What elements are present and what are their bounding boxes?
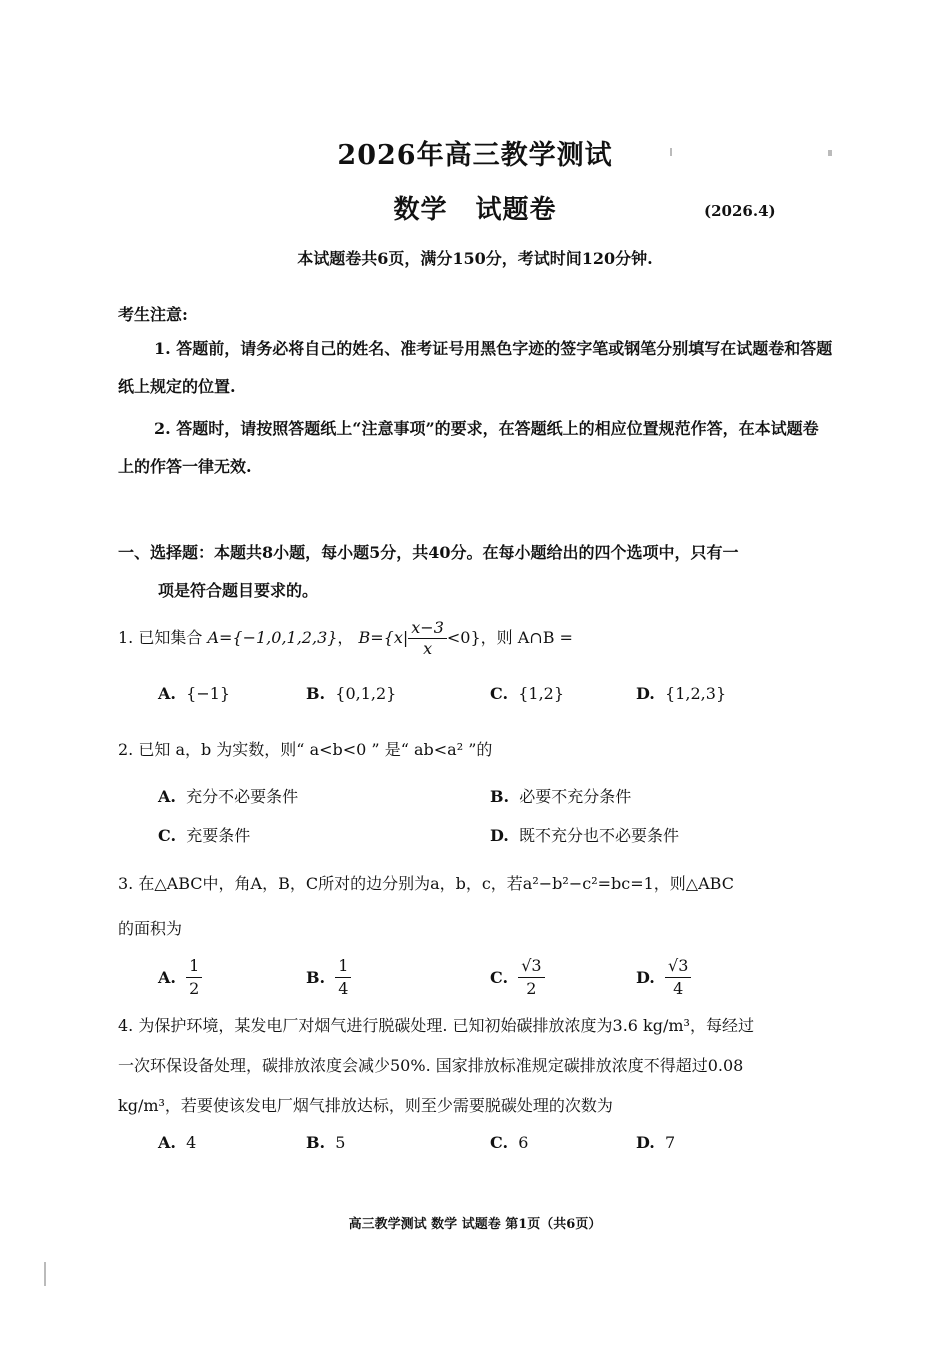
page-footer: 高三教学测试 数学 试题卷 第1页（共6页）	[348, 1217, 602, 1232]
q4-option-a[interactable]: A. 4	[158, 1133, 197, 1152]
q1-option-d[interactable]: D. {1,2,3}	[636, 684, 727, 703]
question-1-fraction	[408, 618, 447, 659]
q3-option-d[interactable]: D. $\frac{√3}{4}$	[636, 955, 691, 1000]
q4-option-c[interactable]: C. 6	[490, 1133, 529, 1152]
q2-option-d[interactable]: D. 既不充分也不必要条件	[490, 826, 680, 845]
q3-option-b[interactable]: B. $\frac{1}{4}$	[306, 955, 351, 1000]
scan-speck	[828, 150, 832, 156]
notice-item-1: 1. 答题前，请务必将自己的姓名、准考证号用黑色字迹的签字笔或钢笔分别填写在试题卷和答题纸上规定的位置.	[118, 339, 833, 396]
question-3-line-2: 的面积为	[118, 919, 183, 938]
exam-intro: 本试题卷共6页，满分150分，考试时间120分钟.	[297, 249, 653, 268]
fraction-denominator: x	[423, 639, 433, 658]
notice-item-2: 2. 答题时，请按照答题纸上“注意事项”的要求，在答题纸上的相应位置规范作答，在本试题卷上的作答一律无效.	[118, 419, 819, 476]
q3-option-a[interactable]: A. $\frac{1}{2}$	[158, 955, 202, 1000]
section-heading	[118, 534, 834, 610]
page-title: 2026年高三教学测试	[337, 140, 613, 171]
question-3-line-1: 3. 在△ABC中，角A，B，C所对的边分别为a，b，c，若a²−b²−c²=bc=1，则△ABC	[118, 874, 734, 893]
section-heading-line-1: 一、选择题：本题共8小题，每小题5分，共40分。在每小题给出的四个选项中，只有一	[118, 543, 739, 562]
q2-option-a[interactable]: A. 充分不必要条件	[158, 787, 299, 806]
section-heading-line-2: 项是符合题目要求的。	[158, 581, 319, 600]
page-subtitle	[0, 189, 950, 226]
exam-date: (2026.4)	[704, 202, 776, 220]
question-4-line-3: kg/m³，若要使该发电厂烟气排放达标，则至少需要脱碳处理的次数为	[118, 1096, 613, 1115]
question-4-line-2: 一次环保设备处理，碳排放浓度会减少50%. 国家排放标准规定碳排放浓度不得超过0.08	[118, 1056, 744, 1075]
question-4-line-1: 4. 为保护环境，某发电厂对烟气进行脱碳处理. 已知初始碳排放浓度为3.6 kg/m³，每经过	[118, 1016, 754, 1035]
q1-option-a[interactable]: A. {−1}	[158, 684, 231, 703]
scan-speck	[44, 1262, 46, 1286]
q4-option-d[interactable]: D. 7	[636, 1133, 676, 1152]
question-1-prefix: 1. 已知集合	[118, 628, 203, 647]
q1-option-c[interactable]: C. {1,2}	[490, 684, 565, 703]
question-1-set-b-start: B={x|	[358, 628, 409, 647]
question-1: 1. 已知集合 A={−1,0,1,2,3}， B={x| $\frac{x-3}{x}$ <0}，则 A∩B =	[118, 618, 573, 658]
q2-option-c[interactable]: C. 充要条件	[158, 826, 251, 845]
question-1-set-a: A={−1,0,1,2,3}	[207, 628, 338, 647]
q4-option-b[interactable]: B. 5	[306, 1133, 346, 1152]
q3-option-c[interactable]: C. $\frac{√3}{2}$	[490, 955, 545, 1000]
scan-speck	[670, 148, 672, 156]
question-1-set-b-end: <0}	[446, 628, 481, 647]
subject-label: 数学	[393, 195, 448, 225]
question-1-ask: ，则 A∩B =	[480, 628, 573, 647]
question-2: 2. 已知 a，b 为实数，则“ a<b<0 ” 是“ ab<a² ”的	[118, 740, 493, 759]
paper-type-label: 试题卷	[475, 195, 557, 225]
fraction-numerator: x−3	[408, 618, 447, 639]
q2-option-b[interactable]: B. 必要不充分条件	[490, 787, 632, 806]
notice-heading: 考生注意:	[118, 305, 188, 324]
q1-option-b[interactable]: B. {0,1,2}	[306, 684, 397, 703]
